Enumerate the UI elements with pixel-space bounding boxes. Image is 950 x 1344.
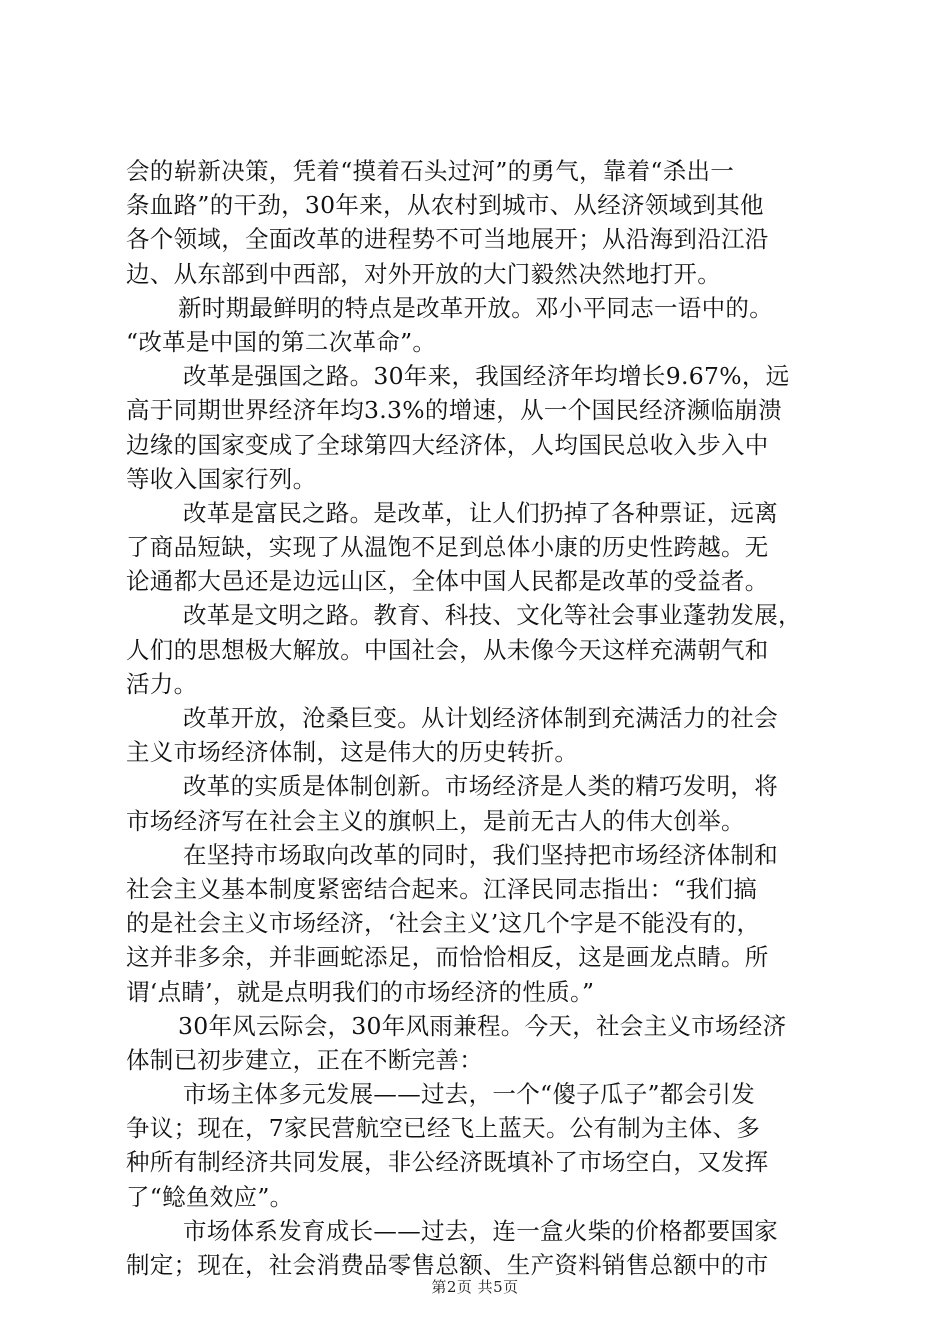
text-line: 争议；现在，7家民营航空已经飞上蓝天。公有制为主体、多: [126, 1114, 761, 1143]
paragraph-first-line: 市场主体多元发展——过去，一个“傻子瓜子”都会引发: [183, 1080, 756, 1109]
text-line: 体制已初步建立，正在不断完善：: [126, 1045, 483, 1074]
text-line: “改革是中国的第二次革命”。: [126, 327, 437, 356]
text-line: 这并非多余，并非画蛇添足，而恰恰相反，这是画龙点睛。所: [126, 943, 769, 972]
document-body: [126, 154, 834, 1282]
text-line: 主义市场经济体制，这是伟大的历史转折。: [126, 738, 579, 767]
text-line: 活力。: [126, 669, 198, 698]
text-line: 条血路”的干劲，30年来，从农村到城市、从经济领域到其他: [126, 191, 764, 220]
text-line: 论通都大邑还是边远山区，全体中国人民都是改革的受益者。: [126, 567, 769, 596]
text-line: 种所有制经济共同发展，非公经济既填补了市场空白，又发挥: [126, 1148, 769, 1177]
text-line: 谓‘点睛’，就是点明我们的市场经济的性质。”: [126, 977, 595, 1006]
text-line: 高于同期世界经济年均3.3%的增速，从一个国民经济濒临崩溃: [126, 396, 782, 425]
text-line: 人们的思想极大解放。中国社会，从未像今天这样充满朝气和: [126, 635, 769, 664]
text-line: 边、从东部到中西部，对外开放的大门毅然决然地打开。: [126, 259, 721, 288]
text-line: 市场经济写在社会主义的旗帜上，是前无古人的伟大创举。: [126, 806, 745, 835]
paragraph-first-line: 市场体系发育成长——过去，连一盒火柴的价格都要国家: [183, 1216, 778, 1245]
text-line: 各个领域，全面改革的进程势不可当地展开；从沿海到沿江沿: [126, 225, 769, 254]
text-line: 会的崭新决策，凭着“摸着石头过河”的勇气，靠着“杀出一: [126, 157, 735, 185]
page-number: 第2页 共5页: [431, 1278, 519, 1296]
paragraph-first-line: 30年风云际会，30年风雨兼程。今天，社会主义市场经济: [178, 1011, 787, 1040]
paragraph-first-line: 改革的实质是体制创新。市场经济是人类的精巧发明，将: [183, 772, 778, 801]
text-line: 的是社会主义市场经济，‘社会主义’这几个字是不能没有的，: [126, 909, 761, 938]
text-line: 等收入国家行列。: [126, 464, 317, 493]
text-line: 制定；现在，社会消费品零售总额、生产资料销售总额中的市: [126, 1251, 769, 1279]
paragraph-first-line: 改革是富民之路。是改革，让人们扔掉了各种票证，远离: [183, 498, 778, 527]
paragraph-first-line: 改革是强国之路。30年来，我国经济年均增长9.67%，远: [183, 362, 790, 391]
text-line: 了商品短缺，实现了从温饱不足到总体小康的历史性跨越。无: [126, 533, 769, 562]
paragraph-first-line: 在坚持市场取向改革的同时，我们坚持把市场经济体制和: [183, 840, 778, 869]
text-line: 社会主义基本制度紧密结合起来。江泽民同志指出：“我们搞: [126, 874, 758, 903]
text-line: 边缘的国家变成了全球第四大经济体，人均国民总收入步入中: [126, 430, 769, 459]
paragraph-first-line: 改革开放，沧桑巨变。从计划经济体制到充满活力的社会: [183, 704, 778, 732]
text-line: 了“鲶鱼效应”。: [126, 1182, 294, 1211]
paragraph-first-line: 新时期最鲜明的特点是改革开放。邓小平同志一语中的。: [178, 293, 773, 322]
paragraph-first-line: 改革是文明之路。教育、科技、文化等社会事业蓬勃发展，: [183, 601, 802, 630]
